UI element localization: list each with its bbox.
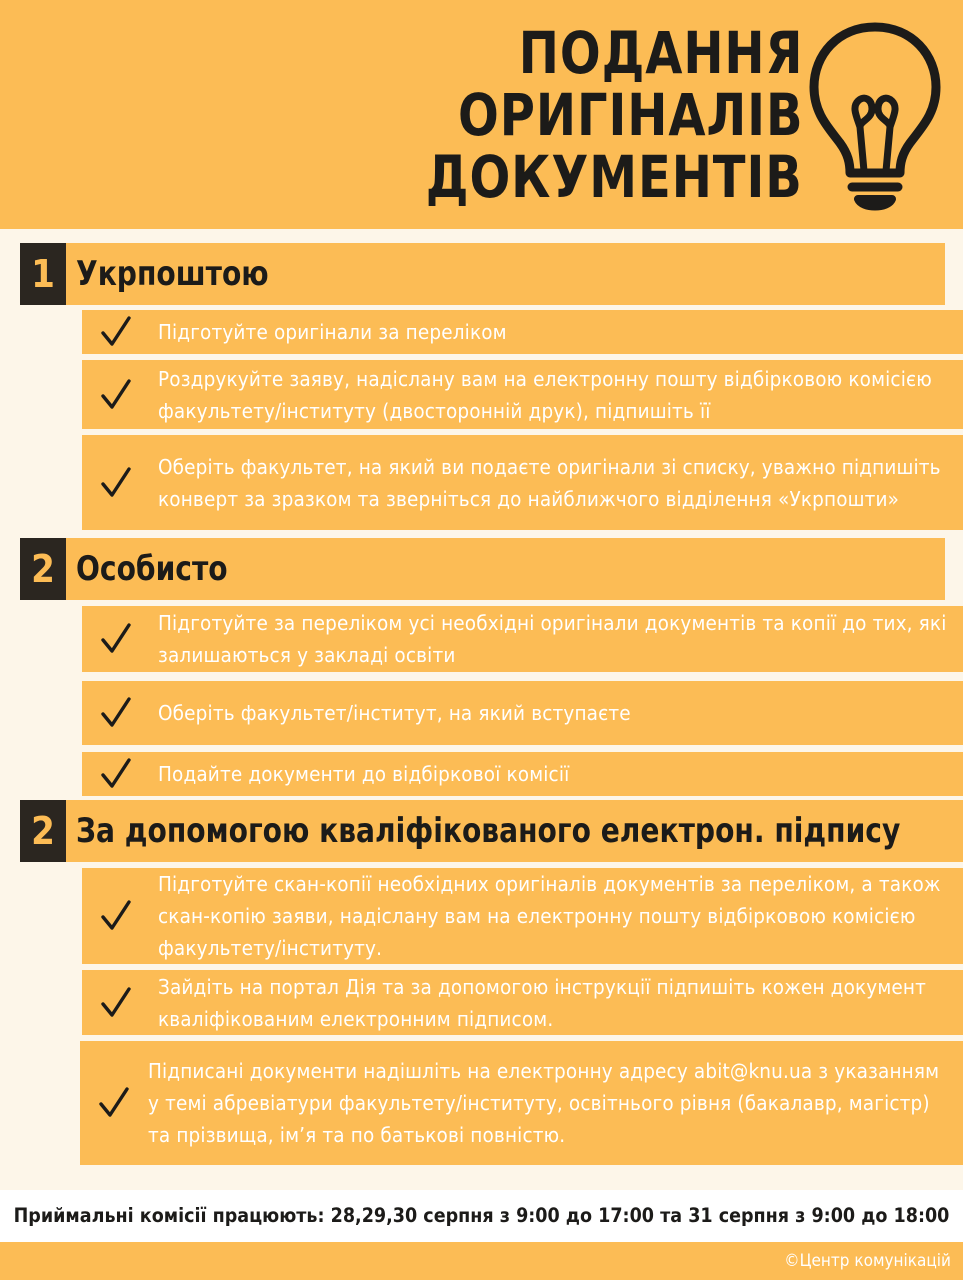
section-title: За допомогою кваліфікованого електрон. підпису (76, 811, 901, 851)
list-item (82, 310, 963, 354)
schedule-text: Приймальні комісії працюють: 28,29,30 серпня з 9:00 до 17:00 та 31 серпня з 9:00 до 18:00 (13, 1204, 950, 1227)
list-item (82, 435, 963, 530)
list-item-text: Оберіть факультет, на який ви подаєте оригінали зі списку, уважно підпишіть конверт за зразком та зверніться до найближчого відділення «Укрпошти» (158, 454, 941, 511)
page-title-line-2: ОРИГІНАЛІВ (457, 81, 803, 149)
list-item (82, 970, 963, 1035)
section-title: Особисто (76, 549, 228, 589)
list-item (82, 606, 963, 672)
credit-band (0, 1242, 963, 1280)
credit-text: ©Центр комунікацій (784, 1251, 951, 1271)
list-item-text: Зайдіть на портал Дія та за допомогою інструкції підпишіть кожен документ кваліфікованим електронним підписом. (158, 974, 927, 1031)
section-title: Укрпоштою (76, 254, 269, 294)
section-number: 1 (20, 243, 66, 305)
list-item (82, 360, 963, 429)
page-title-line-3: ДОКУМЕНТІВ (426, 143, 803, 211)
checkmark-icon (100, 315, 132, 349)
list-item (82, 868, 963, 964)
checkmark-icon (100, 622, 132, 656)
header-banner (0, 0, 963, 229)
lightbulb-icon (800, 15, 950, 215)
section-header-personally (20, 538, 945, 600)
list-item-text: Подайте документи до відбіркової комісії (158, 762, 570, 786)
section-header-e-signature (20, 800, 963, 862)
section-header-ukrposhta (20, 243, 945, 305)
checkmark-icon (100, 899, 132, 933)
list-item (80, 1041, 963, 1165)
list-item (82, 681, 963, 745)
page-title-line-1: ПОДАННЯ (518, 19, 803, 87)
list-item-text: Оберіть факультет/інститут, на який вступаєте (158, 701, 631, 725)
checkmark-icon (100, 986, 132, 1020)
schedule-footer (0, 1190, 963, 1242)
list-item-text: Підготуйте скан-копії необхідних оригіналів документів за переліком, а також скан-копію заяви, надіслану вам на електронну пошту відбірковою комісією факультету/інституту. (158, 872, 941, 960)
checkmark-icon (100, 466, 132, 500)
list-item-text: Підготуйте за переліком усі необхідні оригінали документів та копії до тих, які залишаються у закладі освіти (158, 611, 947, 667)
section-number: 2 (20, 538, 66, 600)
list-item-text: Підписані документи надішліть на електронну адресу abit@knu.ua з указанням у темі абревіатури факультету/інституту, освітнього рівня (бакалавр, магістр) та прізвища, ім’я та по батькові повністю. (148, 1059, 940, 1147)
checkmark-icon (98, 1086, 130, 1120)
checkmark-icon (100, 378, 132, 412)
list-item-text: Підготуйте оригінали за переліком (158, 320, 507, 344)
list-item-text: Роздрукуйте заяву, надіслану вам на електронну пошту відбірковою комісією факультету/інституту (двосторонній друк), підпишіть її (158, 366, 932, 423)
list-item (82, 752, 963, 796)
section-number: 2 (20, 800, 66, 862)
checkmark-icon (100, 696, 132, 730)
checkmark-icon (100, 757, 132, 791)
